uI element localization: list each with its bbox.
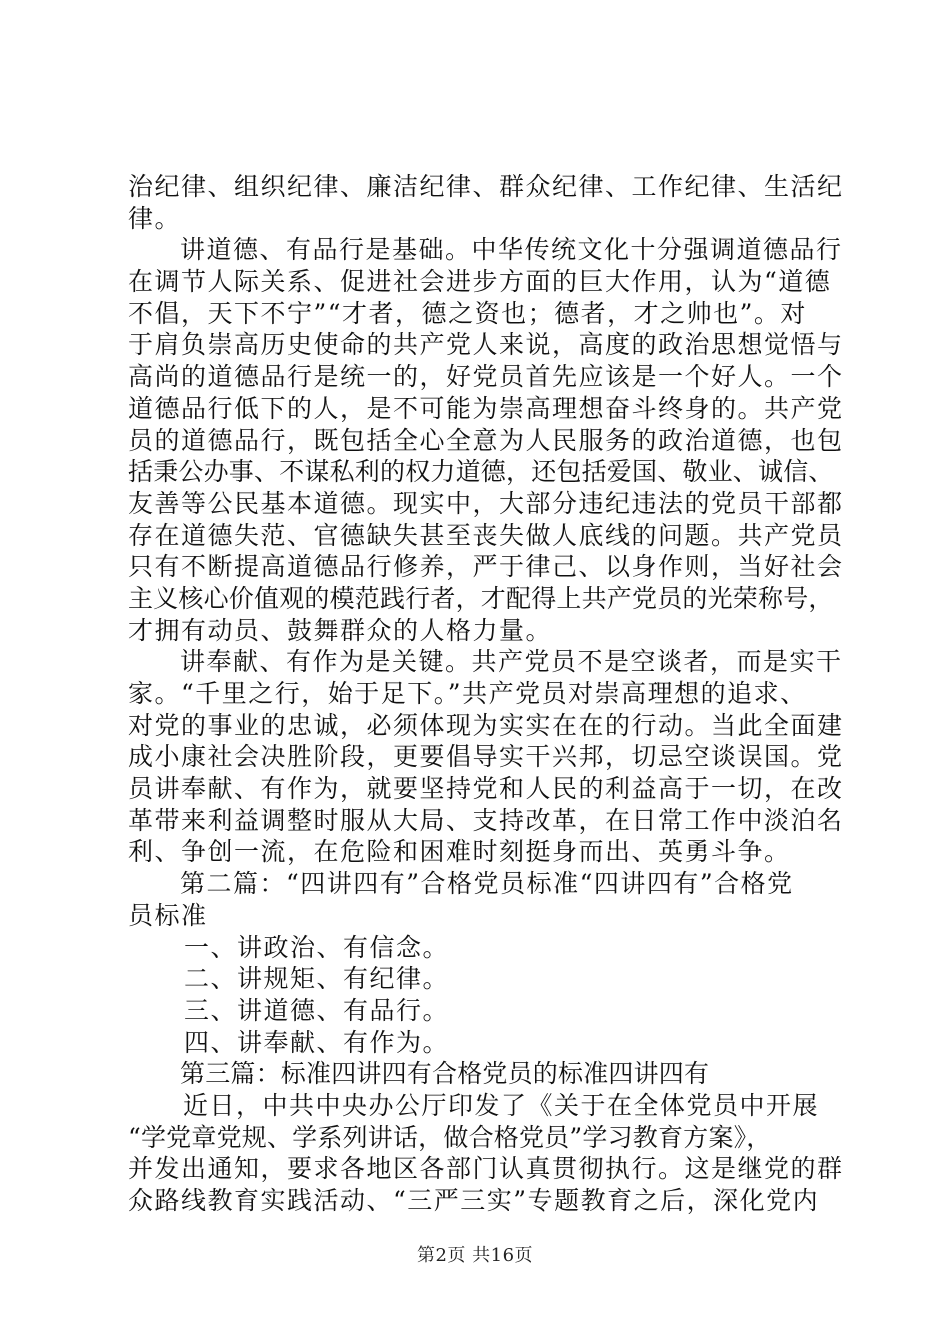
text-line: 友善等公民基本道德。现实中，大部分违纪违法的党员干部都: [128, 488, 844, 518]
text-line: 高尚的道德品行是统一的，好党员首先应该是一个好人。一个: [128, 362, 844, 392]
text-line: 员的道德品行，既包括全心全意为人民服务的政治道德，也包: [128, 425, 844, 455]
text-line: 在调节人际关系、促进社会进步方面的巨大作用，认为“道德: [128, 267, 832, 297]
text-line: 不倡，天下不宁”“才者，德之资也；德者，才之帅也”。对: [128, 298, 807, 328]
list-item: 二、讲规矩、有纪律。: [184, 964, 450, 994]
list-item: 四、讲奉献、有作为。: [184, 1027, 450, 1057]
text-line: 员讲奉献、有作为，就要坚持党和人民的利益高于一切，在改: [128, 774, 844, 804]
text-line: 革带来利益调整时服从大局、支持改革，在日常工作中淡泊名: [128, 805, 844, 835]
text-line: 才拥有动员、鼓舞群众的人格力量。: [128, 615, 553, 645]
paragraph-start-line: 近日，中共中央办公厅印发了《关于在全体党员中开展: [183, 1090, 820, 1120]
text-line: 利、争创一流，在危险和困难时刻挺身而出、英勇斗争。: [128, 837, 791, 867]
text-line: “学党章党规、学系列讲话，做合格党员”学习教育方案》，: [128, 1122, 772, 1152]
page-number-footer: 第2页 共16页: [416, 1245, 534, 1266]
text-line: 道德品行低下的人，是不可能为崇高理想奋斗终身的。共产党: [128, 393, 844, 423]
text-line: 众路线教育实践活动、“三严三实”专题教育之后，深化党内: [128, 1186, 820, 1215]
section-heading-line: 员标准: [128, 900, 208, 930]
paragraph-start-line: 讲奉献、有作为是关键。共产党员不是空谈者，而是实干: [180, 647, 843, 677]
text-line: 对党的事业的忠诚，必须体现为实实在在的行动。当此全面建: [128, 710, 844, 740]
text-line: 主义核心价值观的模范践行者，才配得上共产党员的光荣称号，: [128, 583, 834, 613]
text-line: 存在道德失范、官德缺失甚至丧失做人底线的问题。共产党员: [128, 520, 844, 550]
paragraph-start-line: 讲道德、有品行是基础。中华传统文化十分强调道德品行: [180, 235, 843, 265]
text-line: 于肩负崇高历史使命的共产党人来说，高度的政治思想觉悟与: [128, 330, 844, 360]
section-heading-line: 第三篇：标准四讲四有合格党员的标准四讲四有: [180, 1059, 710, 1089]
text-line: 家。“千里之行，始于足下。”共产党员对崇高理想的追求、: [128, 679, 807, 708]
list-item: 三、讲道德、有品行。: [184, 995, 450, 1025]
section-heading-line: 第二篇：“四讲四有”合格党员标准“四讲四有”合格党: [180, 869, 794, 899]
text-line: 只有不断提高道德品行修养，严于律己、以身作则，当好社会: [128, 552, 844, 582]
document-body: [128, 171, 844, 1217]
text-line: 律。: [128, 203, 182, 233]
text-line: 并发出通知，要求各地区各部门认真贯彻执行。这是继党的群: [128, 1154, 844, 1184]
text-line: 括秉公办事、不谋私利的权力道德，还包括爱国、敬业、诚信、: [128, 457, 834, 487]
text-line: 成小康社会决胜阶段，更要倡导实干兴邦，切忌空谈误国。党: [128, 742, 844, 772]
text-line: 治纪律、组织纪律、廉洁纪律、群众纪律、工作纪律、生活纪: [128, 172, 844, 201]
list-item: 一、讲政治、有信念。: [184, 932, 450, 962]
